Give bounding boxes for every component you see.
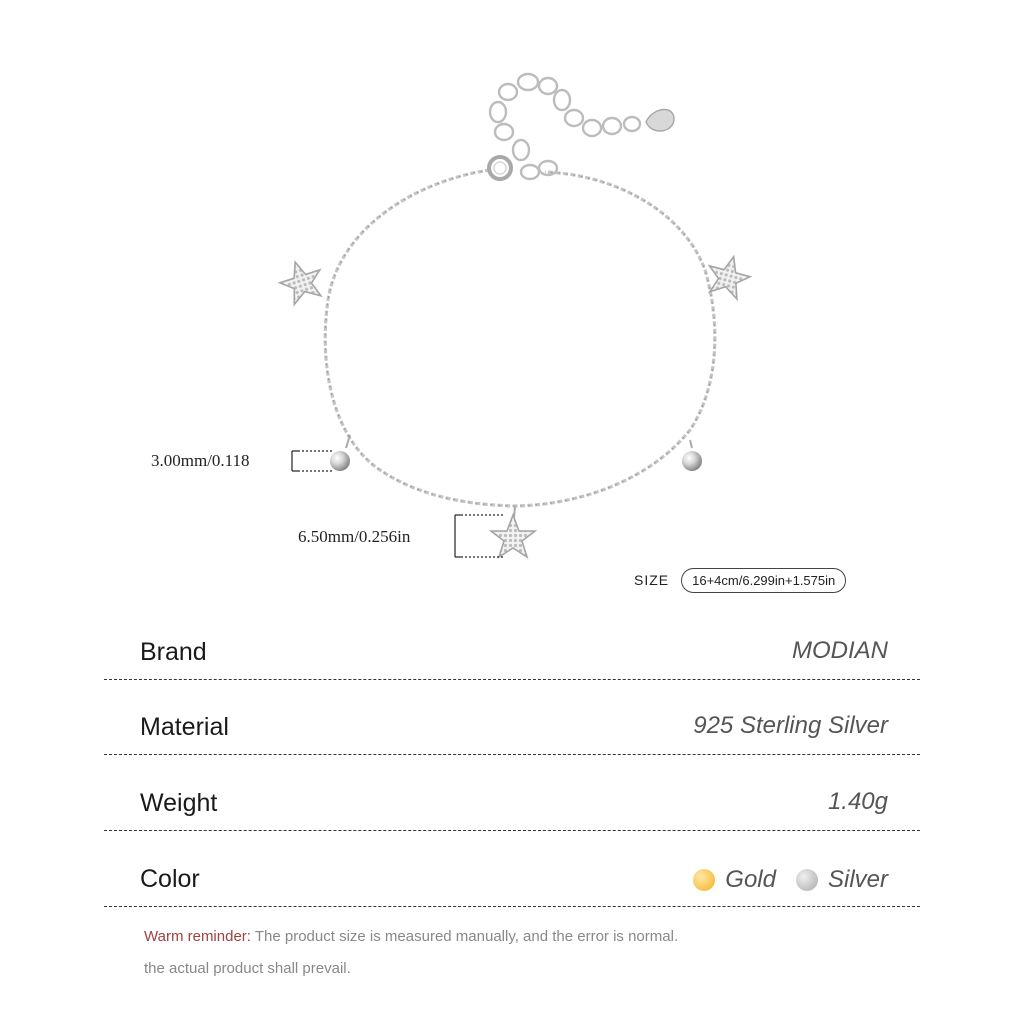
bead-left (330, 451, 350, 471)
extender-chain (490, 74, 640, 179)
spec-row-brand (104, 619, 920, 680)
weight-value: 1.40g (827, 788, 888, 815)
bead-dimension-label: 3.00mm/0.118 (151, 451, 250, 470)
brand-value: MODIAN (792, 637, 888, 664)
bead-right (682, 451, 702, 471)
gold-swatch-icon (693, 869, 715, 891)
reminder-line-1 (144, 928, 678, 945)
material-value: 925 Sterling Silver (693, 712, 888, 739)
star-charm-center (491, 515, 535, 557)
material-label: Material (140, 713, 229, 741)
brand-label: Brand (140, 638, 207, 666)
spec-row-material (104, 694, 920, 755)
star-dimension-label: 6.50mm/0.256in (298, 527, 411, 546)
size-value-pill: 16+4cm/6.299in+1.575in (681, 568, 846, 593)
tag-charm (646, 110, 674, 131)
color-options (693, 866, 888, 894)
bead-dimension-bracket (292, 451, 334, 471)
size-row (634, 565, 846, 595)
reminder-prefix: Warm reminder: (144, 928, 251, 945)
star-dimension-bracket (455, 515, 503, 557)
weight-label: Weight (140, 789, 218, 817)
spec-row-weight (104, 770, 920, 831)
size-label: SIZE (634, 572, 670, 588)
color-label: Color (140, 865, 200, 893)
spec-row-color (104, 846, 920, 907)
spring-clasp (489, 157, 511, 179)
star-charm-left (275, 256, 327, 307)
color-option-silver: Silver (827, 866, 888, 893)
color-option-gold: Gold (725, 866, 776, 893)
reminder-text-1: The product size is measured manually, and the error is normal. (250, 928, 679, 945)
chain (325, 170, 715, 506)
reminder-line-2: the actual product shall prevail. (144, 960, 351, 977)
silver-swatch-icon (796, 869, 818, 891)
